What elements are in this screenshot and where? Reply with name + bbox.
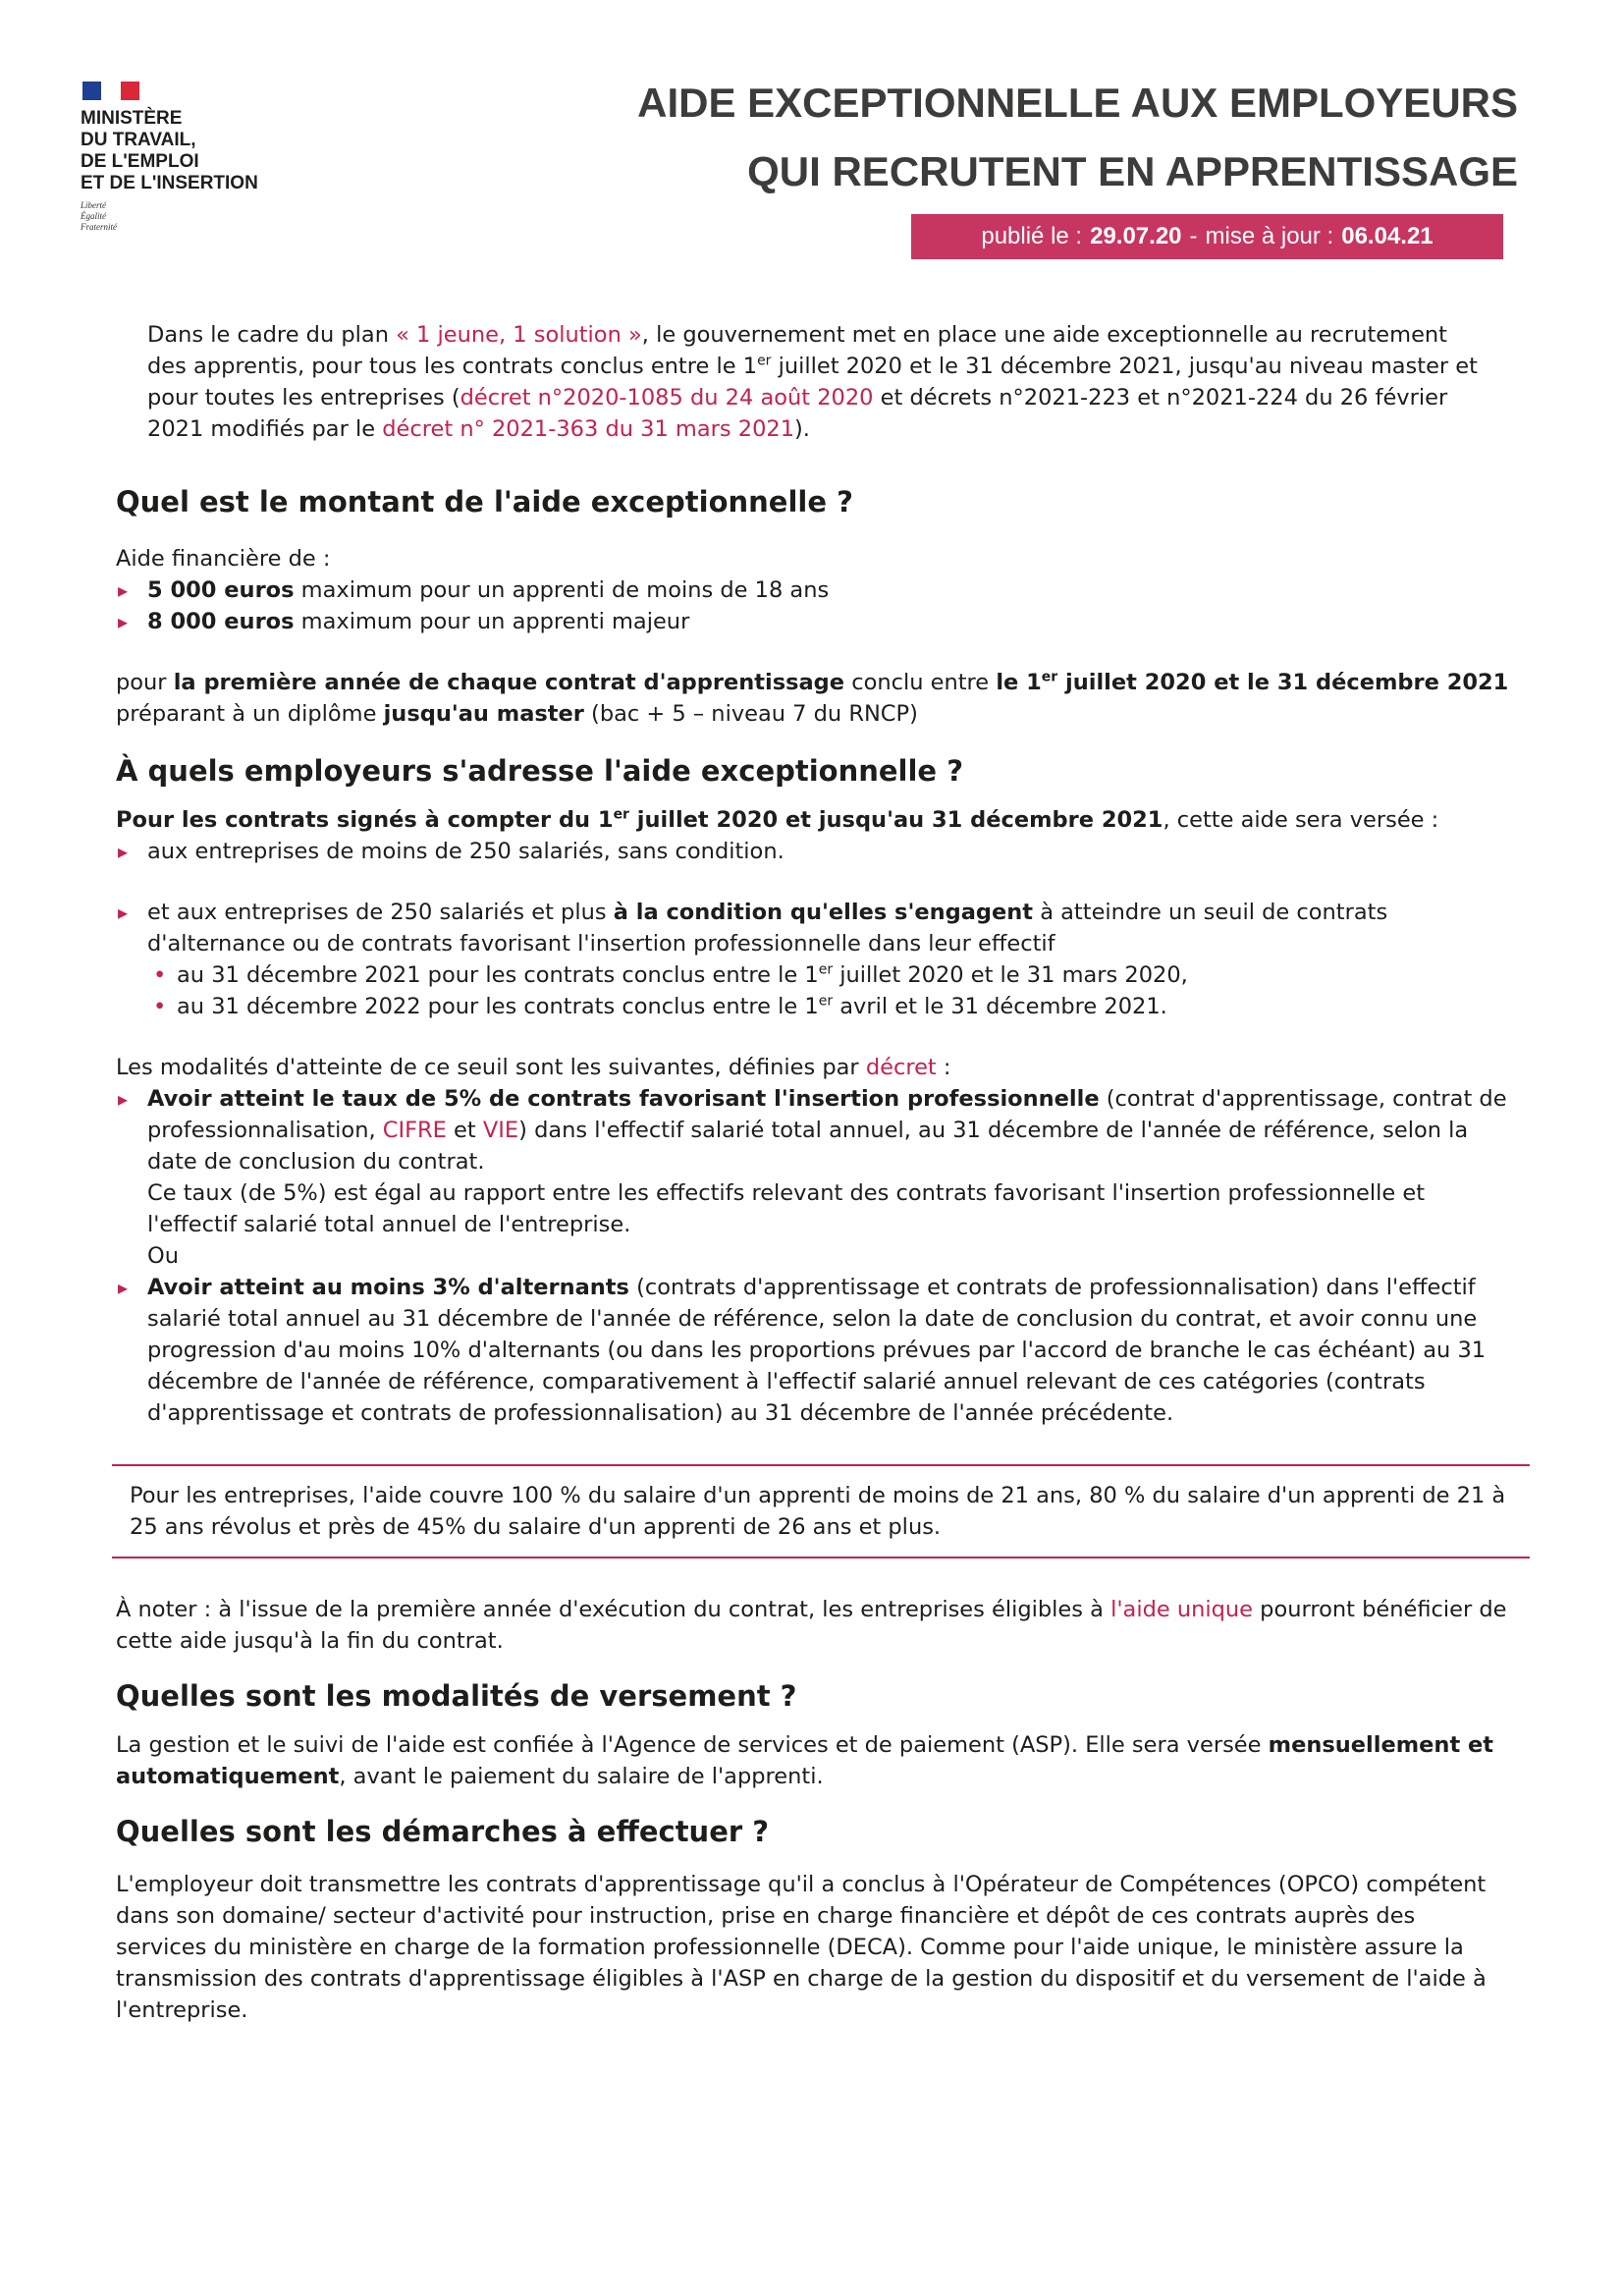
- intro-text: , le gouvernement met en place une aide exceptionnelle au recrutement des apprentis, pour tous les contrats conclus entre le 1: [147, 322, 1447, 379]
- superscript: er: [818, 993, 834, 1010]
- superscript: er: [818, 961, 834, 978]
- text: et aux entreprises de 250 salariés et plus: [147, 900, 614, 925]
- text: Les modalités d'atteinte de ce seuil sont les suivantes, définies par: [116, 1055, 866, 1080]
- superscript: er: [613, 806, 629, 823]
- list-item: ▸ aux entreprises de moins de 250 salariés, sans condition.: [116, 836, 1510, 867]
- intro-text: Dans le cadre du plan: [147, 322, 397, 348]
- ministry-name: [81, 108, 306, 194]
- text: , avant le paiement du salaire de l'apprenti.: [339, 1764, 824, 1789]
- text: La gestion et le suivi de l'aide est confiée à l'Agence de services et de paiement (ASP). Elle sera versée: [116, 1732, 1269, 1758]
- bold-text: jusqu'au master: [383, 701, 584, 727]
- intro-text: juillet 2020 et le 31 décembre 2021, jusqu'au niveau master et pour toutes les entreprises (: [147, 354, 1478, 410]
- text: à atteindre un seuil de contrats d'alternance ou de contrats favorisant l'insertion professionnelle dans leur effectif: [147, 900, 1388, 957]
- amount-value: 8 000 euros: [147, 609, 295, 634]
- bold-text: la première année de chaque contrat d'apprentissage: [173, 670, 845, 695]
- or-separator: Ou: [147, 1243, 179, 1269]
- list-item: [116, 1272, 1510, 1429]
- rate-explanation: Ce taux (de 5%) est égal au rapport entre les effectifs relevant des contrats favorisant l'insertion professionnelle et l'effectif salarié total annuel de l'entreprise.: [147, 1180, 1426, 1237]
- text: (bac + 5 – niveau 7 du RNCP): [583, 701, 918, 727]
- title-line-1: AIDE EXCEPTIONNELLE AUX EMPLOYEURS: [637, 80, 1518, 126]
- amount-desc: maximum pour un apprenti de moins de 18 ans: [294, 577, 830, 603]
- text: au 31 décembre 2021 pour les contrats conclus entre le 1: [177, 962, 819, 988]
- published-label: publié le :: [981, 223, 1083, 249]
- title-line-2: QUI RECRUTENT EN APPRENTISSAGE: [747, 148, 1518, 194]
- amount-lead: Aide financière de :: [116, 546, 331, 572]
- updated-label: mise à jour :: [1205, 223, 1334, 249]
- list-item: [116, 574, 1510, 606]
- modalities-lead: [116, 1052, 1510, 1083]
- vie-link[interactable]: VIE: [482, 1118, 519, 1143]
- section-heading-employers: À quels employeurs s'adresse l'aide exceptionnelle ?: [116, 754, 964, 788]
- procedure-paragraph: L'employeur doit transmettre les contrats d'apprentissage qu'il a conclus à l'Opérateur de Compétences (OPCO) compétent dans son domaine/ secteur d'activité pour instruction, prise en charge financière et dépôt de ces contrats auprès des services du ministère en charge de la formation professionnelle (DECA). Comme pour l'aide unique, le ministère assure la transmission des contrats d'apprentissage éligibles à l'ASP en charge de la gestion du dispositif et du versement de l'aide à l'entreprise.: [116, 1872, 1487, 2023]
- ministry-logo: [81, 82, 306, 233]
- ministry-name-line: MINISTÈRE: [81, 108, 183, 129]
- amount-conditions: [116, 667, 1510, 730]
- bold-text: à la condition qu'elles s'engagent: [613, 900, 1034, 925]
- payment-paragraph: [116, 1729, 1510, 1792]
- text: juillet 2020 et le 31 mars 2020,: [833, 962, 1188, 988]
- superscript: er: [757, 353, 772, 369]
- decree-2021-link[interactable]: décret n° 2021-363 du 31 mars 2021: [382, 416, 795, 442]
- employers-lead: [116, 804, 1510, 836]
- french-flag-icon: [82, 82, 139, 100]
- bold-text: juillet 2020 et jusqu'au 31 décembre 2021: [628, 807, 1163, 833]
- section-heading-amount: Quel est le montant de l'aide exceptionnelle ?: [116, 485, 853, 519]
- amount-desc: maximum pour un apprenti majeur: [294, 609, 690, 634]
- text: À noter : à l'issue de la première année d'exécution du contrat, les entreprises éligibles à: [116, 1597, 1111, 1622]
- list-item: [116, 606, 1510, 637]
- aide-unique-link[interactable]: l'aide unique: [1110, 1597, 1254, 1622]
- document-body: [116, 319, 1510, 2026]
- text: (contrats d'apprentissage et contrats de professionnalisation) dans l'effectif salarié total annuel au 31 décembre de l'année de référence, selon la date de conclusion du contrat, et avoir connu une progression d'au moins 10% d'alternants (ou dans les proportions prévues par l'accord de branche le cas échéant) au 31 décembre de l'année de référence, comparativement à l'effectif salarié annuel relevant de ces catégories (contrats d'apprentissage et contrats de professionnalisation) au 31 décembre de l'année précédente.: [147, 1275, 1487, 1426]
- amount-value: 5 000 euros: [147, 577, 295, 603]
- callout-text: Pour les entreprises, l'aide couvre 100 % du salaire d'un apprenti de moins de 21 ans, 80 % du salaire d'un apprenti de 21 à 25 ans révolus et près de 45% du salaire d'un apprenti de 26 ans et plus.: [130, 1483, 1506, 1540]
- plan-link[interactable]: « 1 jeune, 1 solution »: [396, 322, 642, 348]
- decree-2020-link[interactable]: décret n°2020-1085 du 24 août 2020: [460, 385, 874, 410]
- cifre-link[interactable]: CIFRE: [382, 1118, 447, 1143]
- bold-text: juillet 2020 et le 31 décembre 2021: [1057, 670, 1509, 695]
- publication-banner: [911, 214, 1503, 259]
- page-title: [637, 69, 1518, 206]
- superscript: er: [1041, 669, 1058, 685]
- ministry-name-line: DE L'EMPLOI: [81, 151, 199, 172]
- bold-text: mensuellement et automatiquement: [116, 1732, 1494, 1789]
- text: , cette aide sera versée :: [1163, 807, 1439, 833]
- text: (contrat d'apprentissage, contrat de professionnalisation,: [147, 1086, 1507, 1143]
- date-separator: -: [1189, 223, 1198, 249]
- text: ) dans l'effectif salarié total annuel, au 31 décembre de l'année de référence, selon la date de conclusion du contrat.: [147, 1118, 1469, 1175]
- intro-text: et décrets n°2021-223 et n°2021-224 du 26 février 2021 modifiés par le: [147, 385, 1448, 442]
- salary-coverage-callout: [112, 1464, 1530, 1558]
- section-heading-procedure: Quelles sont les démarches à effectuer ?: [116, 1815, 770, 1848]
- motto-line: Liberté: [81, 200, 106, 210]
- text: :: [936, 1055, 951, 1080]
- decree-link[interactable]: décret: [865, 1055, 937, 1080]
- list-item: [116, 959, 1510, 991]
- bold-text: Pour les contrats signés à compter du 1: [116, 807, 614, 833]
- bold-text: Avoir atteint au moins 3% d'alternants: [147, 1275, 629, 1300]
- ministry-name-line: DU TRAVAIL,: [81, 130, 196, 150]
- text: avril et le 31 décembre 2021.: [833, 994, 1167, 1019]
- republic-motto: [81, 200, 306, 233]
- published-date: 29.07.20: [1090, 223, 1182, 249]
- intro-paragraph: [116, 319, 1483, 445]
- ministry-name-line: ET DE L'INSERTION: [81, 173, 258, 193]
- bold-text: Avoir atteint le taux de 5% de contrats favorisant l'insertion professionnelle: [147, 1086, 1100, 1112]
- modalities-list: [116, 1083, 1510, 1429]
- text: pourront bénéficier de cette aide jusqu'à la fin du contrat.: [116, 1597, 1507, 1654]
- motto-line: Fraternité: [81, 222, 117, 232]
- list-item: [116, 991, 1510, 1022]
- motto-line: Égalité: [81, 211, 106, 221]
- amount-list: [116, 574, 1510, 637]
- text: au 31 décembre 2022 pour les contrats conclus entre le 1: [177, 994, 819, 1019]
- deadline-list: [116, 959, 1510, 1022]
- bold-text: le 1: [996, 670, 1042, 695]
- text: préparant à un diplôme: [116, 701, 384, 727]
- section-heading-payment: Quelles sont les modalités de versement ?: [116, 1679, 797, 1713]
- employers-list: [116, 836, 1510, 959]
- text: pour: [116, 670, 174, 695]
- intro-text: ).: [794, 416, 810, 442]
- list-item: [116, 1083, 1510, 1272]
- text: conclu entre: [844, 670, 997, 695]
- updated-date: 06.04.21: [1341, 223, 1434, 249]
- note-paragraph: [116, 1594, 1510, 1657]
- text: et: [446, 1118, 483, 1143]
- list-item: [116, 897, 1510, 959]
